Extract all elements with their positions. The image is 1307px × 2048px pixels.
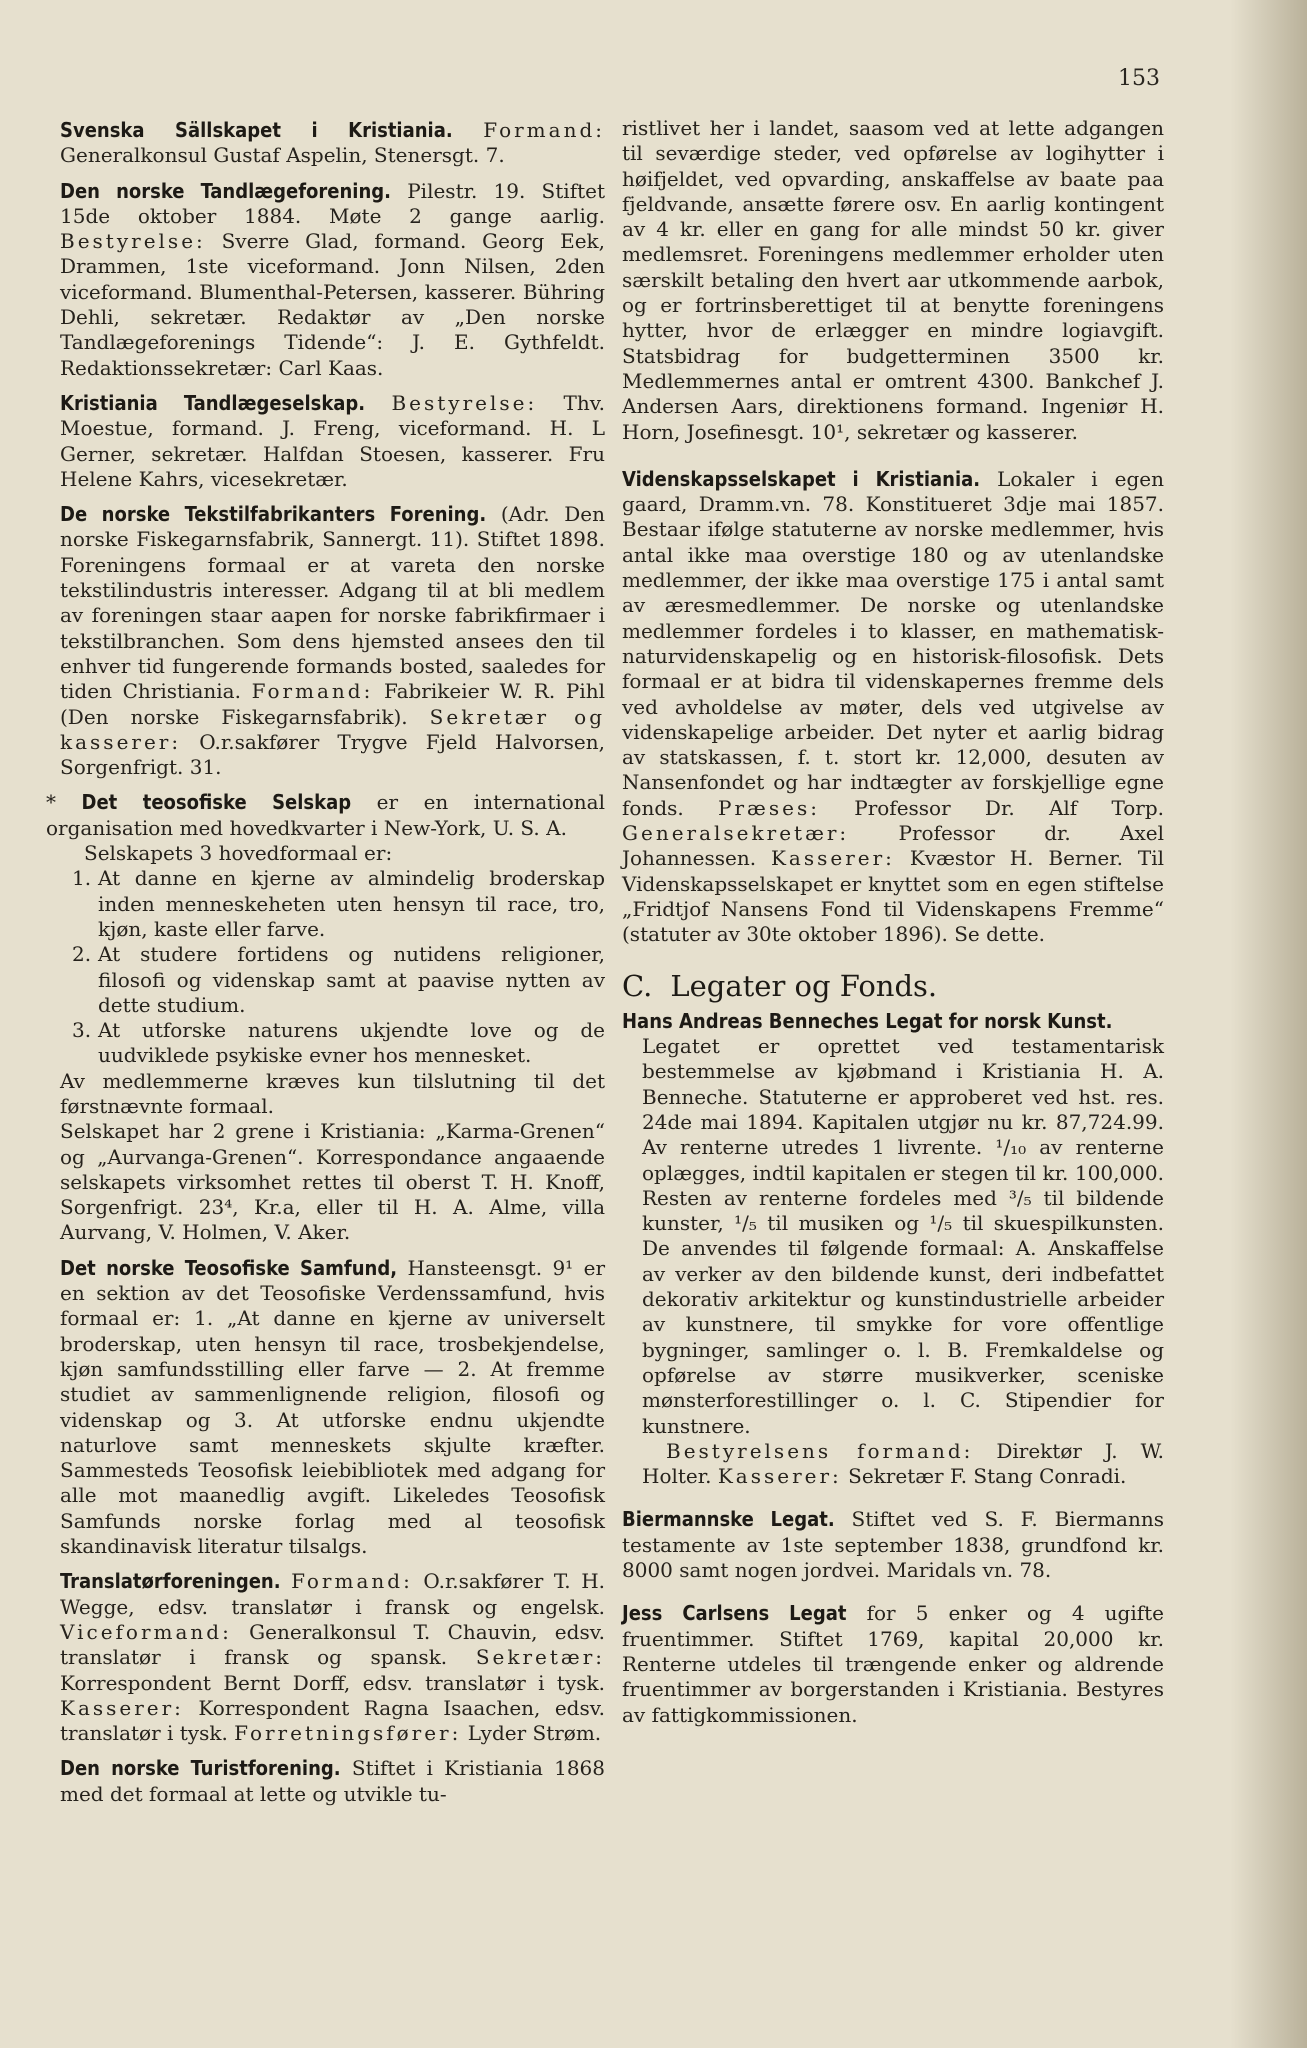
entry-text: Direktør J. W. Holter. <box>642 1438 1164 1489</box>
entry-text: Korrespondent Ragna Isaachen, edsv. translatør i tysk. <box>60 1695 606 1746</box>
entry-text: ristlivet her i landet, saasom ved at lette adgangen til seværdige steder, ved opførelse av logihytter i høifjeldet, ved opvarding, anskaffelse av baate paa fjeldvande, ansætte førere osv. En aarlig kontingent av 4 kr. eller en gang for alle mindst 50 kr. giver medlemsret. Foreningens medlemmer erholder uten særskilt betaling den hvert aar utkommende aarbok, og er fortrinsberettiget til at benytte foreningens hytter, hvor de erlægger en mindre logiavgift. Statsbidrag for budgetterminen 3500 kr. Medlemmernes antal er omtrent 4300. Bankchef J. Andersen Aars, direktionens formand. Ingeniør H. Horn, Josefinesgt. 10¹, sekretær og kasserer. <box>622 116 1164 444</box>
list-item: 1. At danne en kjerne av almindelig broderskap inden menneskeheten uten hensyn til race, tro, kjøn, kaste eller farve. <box>72 866 605 941</box>
entry-text: Lyder Strøm. <box>467 1721 602 1746</box>
entry-text: Selskapets 3 hovedformaal er: <box>84 841 393 866</box>
entry-text: Selskapet har 2 grene i Kristiania: „Karma-Grenen“ og „Aurvanga-Grenen“. Korrespondance angaaende selskapets virksomhet rettes til oberst T. H. Knoff, Sorgenfrigt. 23⁴, Kr.a, eller til H. A. Alme, villa Aurvang, V. Holmen, V. Aker. <box>60 1119 605 1245</box>
entry-jess-carlsens-legat <box>622 1601 1164 1727</box>
entry-text: Professor dr. Axel Johannessen. <box>622 821 1164 871</box>
entry-text: (Adr. Den norske Fiskegarnsfabrik, Sannergt. 11). Stiftet 1898. Foreningens formaal er at vareta den norske tekstilindustris interesser. Adgang til at bli medlem av foreningen staar aapen for norske fabrikfirmaer i tekstilbranchen. Som dens hjemsted ansees den til enhver tid fungerende formands bosted, saaledes for tiden Christiania. <box>60 502 605 704</box>
entry-text: Fabrikeier W. R. Pihl (Den norske Fiskegarnsfabrik). <box>60 679 606 729</box>
entry-text: Kvæstor H. Berner. Til Videnskapsselskapet er knyttet som en egen stiftelse „Fridtjof Nansens Fond til Videnskapens Fremme“ (statuter av 30te oktober 1896). Se dette. <box>622 846 1164 947</box>
entry-label: Kasserer: <box>60 1695 184 1720</box>
entry-text: Hansteensgt. 9¹ er en sektion av det Teosofiske Verdenssamfund, hvis formaal er: 1. „At danne en kjerne av universelt broderskap, uten hensyn til race, trosbekjendelse, kjøn samfundsstilling eller farve — 2. At fremme studiet av sammenlignende religion, filosofi og videnskap og 3. At utforske endnu ukjendte naturlove samt menneskets skjulte kræfter. Sammesteds Teosofisk leiebibliotek med adgang for alle mot maanedlig avgift. Likeledes Teosofisk Samfunds norske forlag med al teosofisk skandinavisk literatur tilsalgs. <box>60 1255 606 1559</box>
list-item: 3. At utforske naturens ukjendte love og de uudviklede psykiske evner hos mennesket. <box>72 1018 605 1068</box>
entry-tandlaegeforening <box>60 179 605 381</box>
page-edge-shadow <box>1230 0 1307 2048</box>
section-heading <box>622 968 1164 1003</box>
entry-biermannske-legat <box>622 1507 1164 1583</box>
entry-text: for 5 enker og 4 ugifte fruentimmer. Stiftet 1769, kapital 20,000 kr. Renterne utdeles til trængende enker og aldrende fruentimmer av borgerstanden i Kristiania. Bestyres av fattigkommissionen. <box>622 1601 1164 1727</box>
entry-text: Stiftet ved S. F. Biermanns testamente av 1ste september 1838, grundfond kr. 8000 samt nogen jordvei. Maridals vn. 78. <box>622 1507 1165 1583</box>
entry-heading: Biermannske Legat. <box>622 1507 835 1532</box>
entry-label: Kasserer: <box>717 1464 842 1489</box>
entry-text: Generalkonsul T. Chauvin, edsv. translatør i fransk og spansk. <box>60 1619 605 1670</box>
entry-label: Generalsekretær: <box>622 821 850 846</box>
entry-label: Formand: <box>291 1569 413 1594</box>
page-number: 153 <box>1118 66 1160 91</box>
entry-heading: Translatørforeningen. <box>60 1569 281 1594</box>
entry-videnskapsselskapet <box>622 467 1164 948</box>
list-item: 2. At studere fortidens og nutidens religioner, filosofi og videnskap samt at paavise nytten av dette studium. <box>72 942 605 1017</box>
entry-text: er en international organisation med hovedkvarter i New-York, U. S. A. <box>46 790 605 840</box>
entry-label: Forretningsfører: <box>234 1721 462 1746</box>
entry-teosofiske-selskap <box>46 790 605 1245</box>
entry-turistforening <box>60 1756 605 1807</box>
section-title: Legater og Fonds. <box>670 968 938 1003</box>
entry-translatorforeningen <box>60 1569 605 1746</box>
entry-label: Sekretær: <box>475 1645 605 1670</box>
entry-label: Bestyrelse: <box>391 390 538 415</box>
entry-text: Sverre Glad, formand. Georg Eek, Drammen, 1ste viceformand. Jonn Nilsen, 2den viceformand. Blumenthal-Petersen, kasserer. Bühring Dehli, sekretær. Redaktør av „Den norske Tandlægeforenings Tidende“: J. E. Gythfeldt. Redaktionssekretær: Carl Kaas. <box>60 229 606 380</box>
entry-tandlaegeselskap <box>60 391 605 492</box>
entry-label: Sekretær og kasserer: <box>60 704 606 754</box>
entry-heading: Videnskapsselskapet i Kristiania. <box>622 466 981 491</box>
entry-heading: Hans Andreas Benneches Legat for norsk Kunst. <box>622 1008 1113 1033</box>
entry-heading: Jess Carlsens Legat <box>622 1601 847 1626</box>
entry-heading: Svenska Sällskapet i Kristiania. <box>60 118 453 142</box>
marginal-mark: * <box>46 790 56 815</box>
entry-text: Professor Dr. Alf Torp. <box>854 795 1165 820</box>
entry-text: Sekretær F. Stang Conradi. <box>848 1464 1127 1489</box>
entry-heading: Kristiania Tandlægeselskap. <box>60 390 366 415</box>
entry-heading: Det teosofiske Selskap <box>81 790 352 815</box>
right-column <box>622 116 1164 1738</box>
entry-heading: Den norske Turistforening. <box>60 1756 341 1781</box>
entry-text: Pilestr. 19. Stiftet 15de oktober 1884. Møte 2 gange aarlig. <box>60 178 606 228</box>
entry-text: Stiftet i Kristiania 1868 med det formaal at lette og utvikle tu- <box>60 1756 606 1806</box>
entry-text: Generalkonsul Gustaf Aspelin, Stenersgt. 7. <box>60 143 505 168</box>
entry-label: Bestyrelse: <box>60 229 206 254</box>
entry-text: Lokaler i egen gaard, Dramm.vn. 78. Konstitueret 3dje mai 1857. Bestaar ifølge statuterne av norske medlemmer, hvis antal ikke maa overstige 180 og av utenlandske medlemmer, der ikke maa overstige 175 i antal samt av æresmedlemmer. De norske og utenlandske medlemmer fordeles i to klasser, en mathematisk-naturvidenskapelig og en historisk-filosofisk. Dets formaal er at bidra til videnskapernes fremme dels ved avholdelse av møter, dels ved utgivelse av videnskapelige arbeider. Det nyter et aarlig bidrag av statskassen, f. t. stort kr. 12,000, desuten av Nansenfondet og har indtægter av forskjellige egne fonds. <box>622 466 1165 820</box>
entry-heading: Den norske Tandlægeforening. <box>60 178 391 203</box>
entry-text: Av medlemmerne kræves kun tilslutning til det førstnævnte formaal. <box>60 1068 605 1118</box>
entry-label: Formand: <box>251 679 374 704</box>
entry-label: Bestyrelsens formand: <box>666 1438 974 1463</box>
entry-text: Korrespondent Bernt Dorff, edsv. translatør i tysk. <box>60 1670 605 1695</box>
entry-label: Viceformand: <box>60 1619 232 1644</box>
entry-teosofiske-samfund <box>60 1256 605 1560</box>
left-column <box>46 118 606 1817</box>
entry-heading: Det norske Teosofiske Samfund, <box>60 1255 398 1280</box>
entry-label: Formand: <box>483 118 605 142</box>
entry-turistforening-continued <box>622 116 1164 445</box>
entry-tekstilfabrikanter <box>60 502 605 780</box>
entry-svenska-sallskapet <box>60 118 605 169</box>
entry-text: O.r.sakfører T. H. Wegge, edsv. translatør i fransk og engelsk. <box>60 1569 606 1619</box>
entry-text: Thv. Moestue, formand. J. Freng, viceformand. H. L Gerner, sekretær. Halfdan Stoesen, kasserer. Fru Helene Kahrs, vicesekretær. <box>60 390 605 491</box>
entry-text: Legatet er oprettet ved testamentarisk bestemmelse av kjøbmand i Kristiania H. A. Benneche. Statuterne er approberet ved hst. res. 24de mai 1894. Kapitalen utgjør nu kr. 87,724.99. Av renterne utredes 1 livrente. ¹/₁₀ av renterne oplægges, indtil kapitalen er stegen til kr. 100,000. Resten av renterne fordeles med ³/₅ til bildende kunster, ¹/₅ til musiken og ¹/₅ til skuespilkunsten. De anvendes til følgende formaal: A. Anskaffelse av verker av den bildende kunst, deri indbefattet dekorativ arkitektur og kunstindustrielle arbeider av kunstnere, til smykke for vore offentlige bygninger, samlinger o. l. B. Fremkaldelse og opførelse av større musikverker, sceniske mønsterforestillinger o. l. C. Stipendier for kunstnere. <box>642 1034 1164 1438</box>
entry-benneche-legat <box>622 1009 1164 1490</box>
purpose-list <box>60 866 605 1068</box>
entry-label: Kasserer: <box>770 846 895 871</box>
entry-label: Præses: <box>718 795 820 820</box>
entry-heading: De norske Tekstilfabrikanters Forening. <box>60 502 487 527</box>
section-letter: C. <box>622 968 653 1003</box>
entry-text: O.r.sakfører Trygve Fjeld Halvorsen, Sorgenfrigt. 31. <box>60 729 605 780</box>
